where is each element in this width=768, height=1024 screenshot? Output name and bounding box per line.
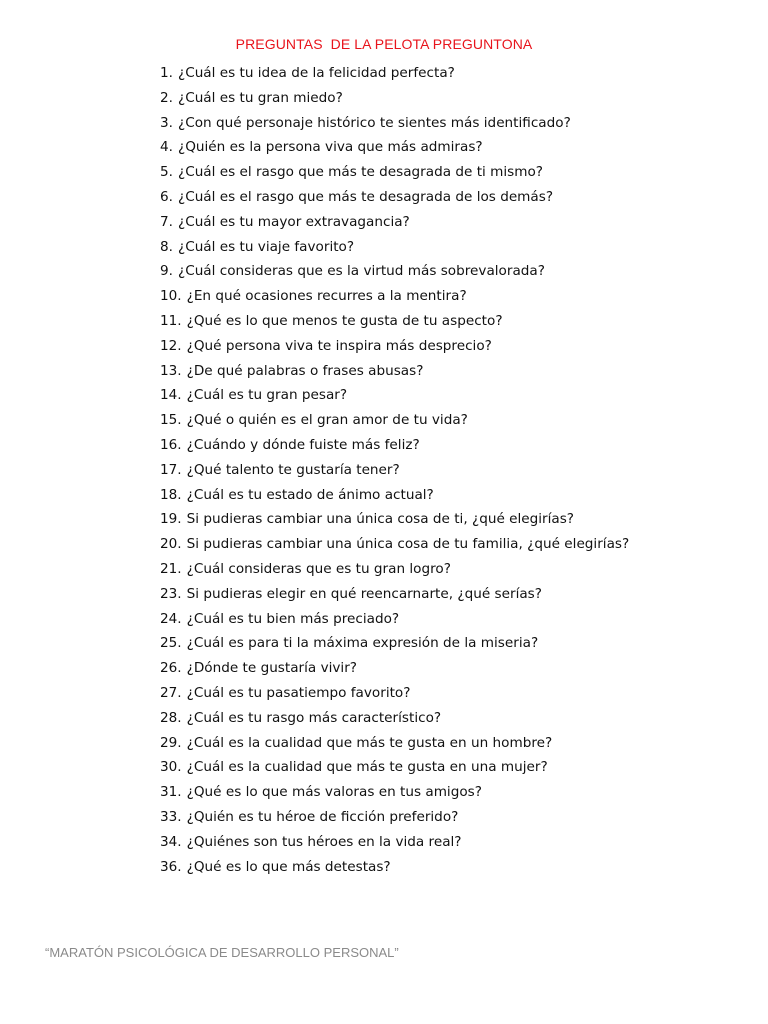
question-item xyxy=(160,781,629,806)
footer-text: MARATÓN PSICOLÓGICA DE DESARROLLO PERSONAL xyxy=(49,945,395,960)
question-number: 18. xyxy=(160,486,182,503)
question-text: ¿De qué palabras o frases abusas? xyxy=(186,362,424,379)
question-text: ¿Cuál es el rasgo que más te desagrada de ti mismo? xyxy=(177,164,543,181)
footer-caption xyxy=(45,945,399,960)
question-number: 25. xyxy=(160,635,182,652)
question-text: ¿Cuál es tu estado de ánimo actual? xyxy=(186,486,434,503)
question-item xyxy=(160,112,629,137)
question-item xyxy=(160,831,629,856)
question-number: 30. xyxy=(160,759,182,776)
question-text: ¿Cuál es la cualidad que más te gusta en un hombre? xyxy=(186,734,553,751)
question-number: 3. xyxy=(160,114,173,131)
question-text: ¿Cuál es el rasgo que más te desagrada de los demás? xyxy=(177,188,554,205)
question-item xyxy=(160,583,629,608)
question-item xyxy=(160,459,629,484)
question-text: ¿Cuál es tu gran pesar? xyxy=(186,387,348,404)
question-item xyxy=(160,806,629,831)
question-text: ¿Cuál es para ti la máxima expresión de la miseria? xyxy=(186,635,539,652)
question-text: ¿Cuál consideras que es la virtud más sobrevalorada? xyxy=(177,263,545,280)
question-item xyxy=(160,533,629,558)
question-item xyxy=(160,310,629,335)
question-item xyxy=(160,657,629,682)
question-number: 33. xyxy=(160,808,182,825)
question-text: ¿Con qué personaje histórico te sientes más identificado? xyxy=(177,114,571,131)
question-item xyxy=(160,756,629,781)
question-text: ¿Qué talento te gustaría tener? xyxy=(186,461,400,478)
question-item xyxy=(160,186,629,211)
question-item xyxy=(160,409,629,434)
question-item xyxy=(160,608,629,633)
question-item xyxy=(160,508,629,533)
question-text: ¿Qué persona viva te inspira más desprecio? xyxy=(186,337,492,354)
question-number: 16. xyxy=(160,436,182,453)
question-item xyxy=(160,856,629,881)
question-text: ¿Cuál es tu gran miedo? xyxy=(177,89,343,106)
question-number: 26. xyxy=(160,660,182,677)
question-number: 12. xyxy=(160,337,182,354)
question-text: ¿Cuál es tu pasatiempo favorito? xyxy=(186,684,411,701)
question-item xyxy=(160,732,629,757)
question-text: ¿Quién es la persona viva que más admiras? xyxy=(177,139,483,156)
question-number: 6. xyxy=(160,188,173,205)
question-item xyxy=(160,434,629,459)
question-text: ¿Qué o quién es el gran amor de tu vida? xyxy=(186,412,468,429)
question-item xyxy=(160,260,629,285)
question-number: 11. xyxy=(160,312,182,329)
question-item xyxy=(160,87,629,112)
question-number: 1. xyxy=(160,65,173,81)
question-item xyxy=(160,384,629,409)
question-number: 4. xyxy=(160,139,173,156)
question-number: 17. xyxy=(160,461,182,478)
question-number: 7. xyxy=(160,213,173,230)
question-number: 34. xyxy=(160,833,182,850)
question-number: 2. xyxy=(160,89,173,106)
question-text: ¿Cuál es tu idea de la felicidad perfecta? xyxy=(177,65,455,81)
question-item xyxy=(160,360,629,385)
question-item xyxy=(160,558,629,583)
question-text: ¿Cuál consideras que es tu gran logro? xyxy=(186,560,451,577)
question-number: 8. xyxy=(160,238,173,255)
page-title: PREGUNTAS DE LA PELOTA PREGUNTONA xyxy=(235,36,533,52)
question-text: Si pudieras elegir en qué reencarnarte, ¿qué serías? xyxy=(186,585,542,602)
question-number: 23. xyxy=(160,585,182,602)
question-text: ¿Cuándo y dónde fuiste más feliz? xyxy=(186,436,420,453)
question-item xyxy=(160,335,629,360)
question-text: ¿Quiénes son tus héroes en la vida real? xyxy=(186,833,462,850)
question-text: ¿Cuál es tu bien más preciado? xyxy=(186,610,400,627)
question-item xyxy=(160,236,629,261)
question-text: Si pudieras cambiar una única cosa de tu familia, ¿qué elegirías? xyxy=(186,536,630,553)
question-number: 5. xyxy=(160,164,173,181)
question-number: 14. xyxy=(160,387,182,404)
question-text: ¿Qué es lo que menos te gusta de tu aspecto? xyxy=(186,312,503,329)
question-text: ¿Qué es lo que más valoras en tus amigos? xyxy=(186,784,482,801)
question-number: 10. xyxy=(160,288,182,305)
question-item xyxy=(160,161,629,186)
question-number: 31. xyxy=(160,784,182,801)
question-number: 13. xyxy=(160,362,182,379)
question-text: ¿Qué es lo que más detestas? xyxy=(186,858,391,875)
question-number: 9. xyxy=(160,263,173,280)
question-text: ¿Cuál es la cualidad que más te gusta en una mujer? xyxy=(186,759,548,776)
question-text: ¿Cuál es tu rasgo más característico? xyxy=(186,709,442,726)
question-text: ¿Dónde te gustaría vivir? xyxy=(186,660,358,677)
question-number: 19. xyxy=(160,511,182,528)
question-item xyxy=(160,136,629,161)
question-number: 36. xyxy=(160,858,182,875)
question-text: Si pudieras cambiar una única cosa de ti, ¿qué elegirías? xyxy=(186,511,575,528)
footer-close-quote: ” xyxy=(394,945,399,960)
question-item xyxy=(160,707,629,732)
question-list xyxy=(160,62,629,880)
question-item xyxy=(160,285,629,310)
question-number: 27. xyxy=(160,684,182,701)
question-number: 24. xyxy=(160,610,182,627)
question-text: ¿Cuál es tu viaje favorito? xyxy=(177,238,355,255)
question-number: 28. xyxy=(160,709,182,726)
question-number: 29. xyxy=(160,734,182,751)
question-text: ¿En qué ocasiones recurres a la mentira? xyxy=(186,288,467,305)
question-item xyxy=(160,62,629,87)
question-text: ¿Quién es tu héroe de ficción preferido? xyxy=(186,808,459,825)
question-number: 15. xyxy=(160,412,182,429)
question-item xyxy=(160,484,629,509)
footer-open-quote: “ xyxy=(45,945,50,960)
question-item xyxy=(160,632,629,657)
question-text: ¿Cuál es tu mayor extravagancia? xyxy=(177,213,410,230)
question-item xyxy=(160,211,629,236)
question-number: 20. xyxy=(160,536,182,553)
question-item xyxy=(160,682,629,707)
question-number: 21. xyxy=(160,560,182,577)
